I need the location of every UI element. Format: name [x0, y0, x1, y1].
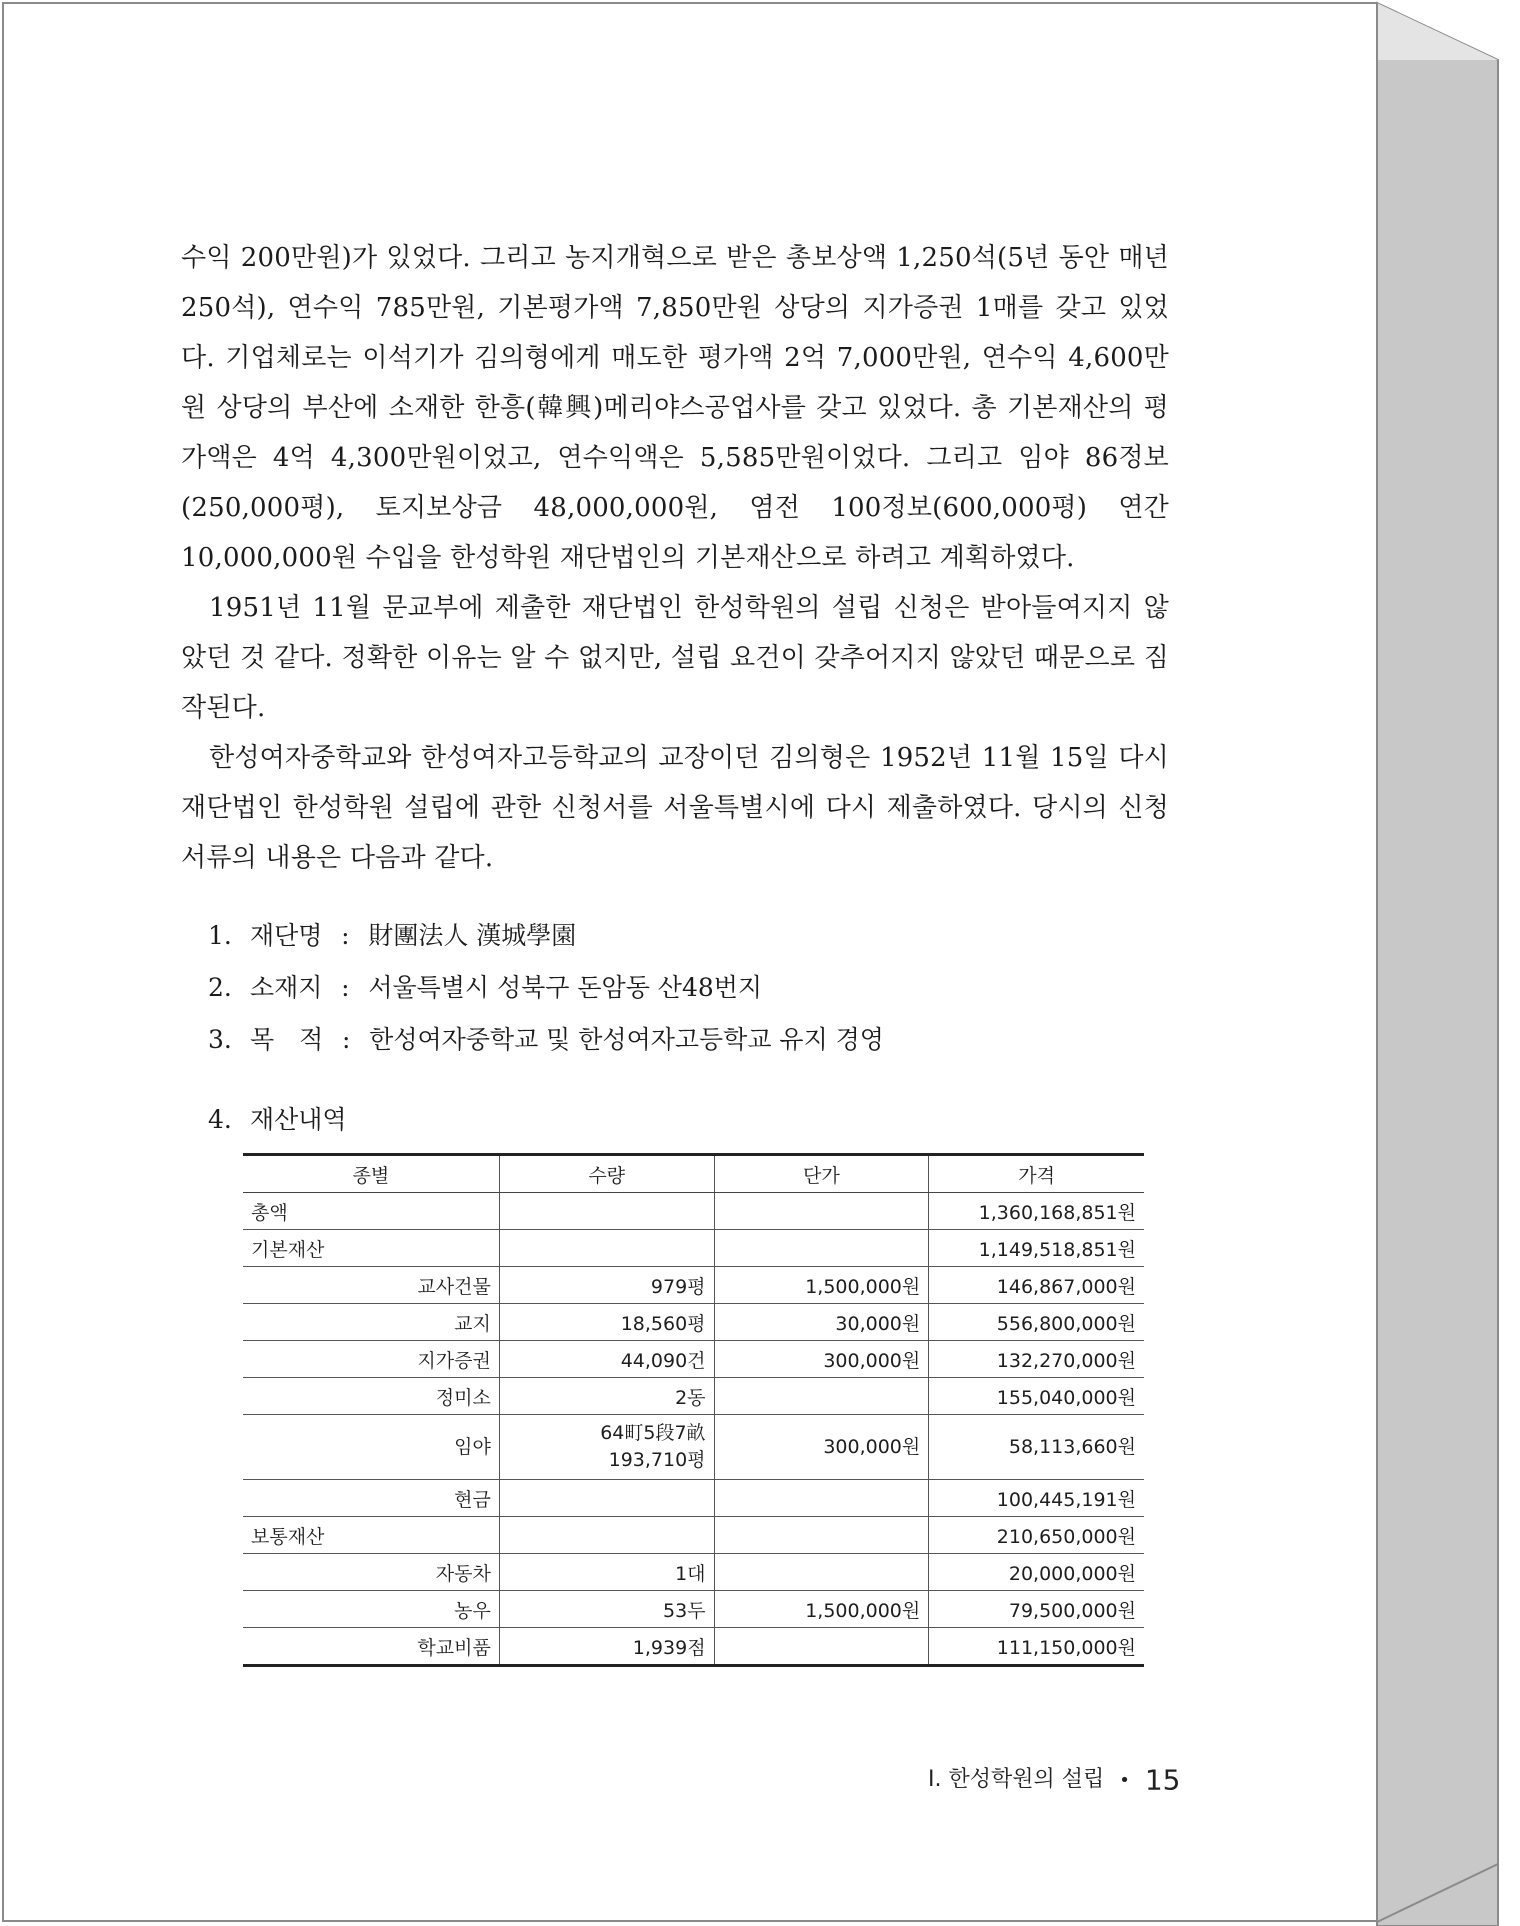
- header-category: 종별: [243, 1155, 499, 1193]
- cell-price: 210,650,000원: [929, 1517, 1144, 1554]
- cell-price: 1,149,518,851원: [929, 1230, 1144, 1267]
- cell-quantity: [499, 1230, 714, 1267]
- application-items: [208, 910, 1108, 1066]
- cell-price: 79,500,000원: [929, 1591, 1144, 1628]
- cell-quantity: 44,090건: [499, 1341, 714, 1378]
- asset-section-title: 4. 재산내역: [208, 1105, 347, 1134]
- cell-quantity: 2동: [499, 1378, 714, 1415]
- cell-unit-price: [714, 1554, 929, 1591]
- cell-price: 1,360,168,851원: [929, 1193, 1144, 1230]
- cell-price: 111,150,000원: [929, 1628, 1144, 1666]
- cell-price: 20,000,000원: [929, 1554, 1144, 1591]
- header-quantity: 수량: [499, 1155, 714, 1193]
- cell-category: 지가증권: [243, 1341, 499, 1378]
- cell-price: 146,867,000원: [929, 1267, 1144, 1304]
- cell-unit-price: [714, 1193, 929, 1230]
- page-number: 15: [1144, 1763, 1181, 1797]
- cell-category: 정미소: [243, 1378, 499, 1415]
- cell-unit-price: 300,000원: [714, 1341, 929, 1378]
- cell-category: 기본재산: [243, 1230, 499, 1267]
- cell-unit-price: 1,500,000원: [714, 1591, 929, 1628]
- table-header-row: [243, 1155, 1144, 1193]
- table-row: [243, 1378, 1144, 1415]
- cell-unit-price: [714, 1480, 929, 1517]
- table-row: [243, 1628, 1144, 1666]
- cell-price: 155,040,000원: [929, 1378, 1144, 1415]
- cell-quantity: [499, 1193, 714, 1230]
- cell-quantity: 53두: [499, 1591, 714, 1628]
- table-row: [243, 1267, 1144, 1304]
- cell-price: 132,270,000원: [929, 1341, 1144, 1378]
- list-item: 2. 소재지 : 서울특별시 성북구 돈암동 산48번지: [208, 973, 763, 1002]
- asset-table-body: [243, 1193, 1144, 1666]
- quantity-line-2: 193,710평: [608, 1449, 706, 1471]
- cell-price: 556,800,000원: [929, 1304, 1144, 1341]
- cell-quantity: [499, 1415, 714, 1480]
- cell-quantity: 18,560평: [499, 1304, 714, 1341]
- table-row: [243, 1230, 1144, 1267]
- cell-quantity: 1대: [499, 1554, 714, 1591]
- table-row: [243, 1517, 1144, 1554]
- header-price: 가격: [929, 1155, 1144, 1193]
- table-row: [243, 1591, 1144, 1628]
- page-footer: [928, 1762, 1181, 1797]
- list-item: 1. 재단명 : 財團法人 漢城學園: [208, 921, 577, 950]
- list-item: 3. 목 적 : 한성여자중학교 및 한성여자고등학교 유지 경영: [208, 1025, 884, 1054]
- footer-bullet: •: [1119, 1769, 1130, 1791]
- table-row: [243, 1480, 1144, 1517]
- cell-category: 교사건물: [243, 1267, 499, 1304]
- cell-category: 학교비품: [243, 1628, 499, 1666]
- cell-price: 58,113,660원: [929, 1415, 1144, 1480]
- cell-category: 임야: [243, 1415, 499, 1480]
- cell-category: 농우: [243, 1591, 499, 1628]
- table-row: [243, 1415, 1144, 1480]
- cell-quantity: 979평: [499, 1267, 714, 1304]
- cell-quantity: 1,939점: [499, 1628, 714, 1666]
- paragraph-2: 1951년 11월 문교부에 제출한 재단법인 한성학원의 설립 신청은 받아들여지지 않았던 것 같다. 정확한 이유는 알 수 없지만, 설립 요건이 갖추어지지 않았던 때문으로 짐작된다.: [181, 593, 1169, 723]
- cell-unit-price: [714, 1628, 929, 1666]
- cell-category: 총액: [243, 1193, 499, 1230]
- table-row: [243, 1193, 1144, 1230]
- cell-category: 자동차: [243, 1554, 499, 1591]
- table-row: [243, 1341, 1144, 1378]
- cell-category: 현금: [243, 1480, 499, 1517]
- paragraph-1: 수익 200만원)가 있었다. 그리고 농지개혁으로 받은 총보상액 1,250석(5년 동안 매년 250석), 연수익 785만원, 기본평가액 7,850만원 상당의 지가증권 1매를 갖고 있었다. 기업체로는 이석기가 김의형에게 매도한 평가액 2억 7,000만원, 연수익 4,600만원 상당의 부산에 소재한 한흥(韓興)메리야스공업사를 갖고 있었다. 총 기본재산의 평가액은 4억 4,300만원이었고, 연수익액은 5,585만원이었다. 그리고 임야 86정보(250,000평), 토지보상금 48,000,000원, 염전 100정보(600,000평) 연간 10,000,000원 수입을 한성학원 재단법인의 기본재산으로 하려고 계획하였다.: [181, 243, 1169, 573]
- asset-table: [243, 1153, 1144, 1667]
- body-text: [181, 233, 1169, 883]
- cell-unit-price: 30,000원: [714, 1304, 929, 1341]
- cell-quantity: [499, 1480, 714, 1517]
- cell-unit-price: 1,500,000원: [714, 1267, 929, 1304]
- cell-quantity: [499, 1517, 714, 1554]
- cell-category: 교지: [243, 1304, 499, 1341]
- paragraph-3: 한성여자중학교와 한성여자고등학교의 교장이던 김의형은 1952년 11월 15일 다시 재단법인 한성학원 설립에 관한 신청서를 서울특별시에 다시 제출하였다. 당시의 신청 서류의 내용은 다음과 같다.: [181, 743, 1169, 873]
- cell-category: 보통재산: [243, 1517, 499, 1554]
- cell-unit-price: 300,000원: [714, 1415, 929, 1480]
- cell-unit-price: [714, 1517, 929, 1554]
- cell-unit-price: [714, 1230, 929, 1267]
- header-unit-price: 단가: [714, 1155, 929, 1193]
- table-row: [243, 1554, 1144, 1591]
- cell-price: 100,445,191원: [929, 1480, 1144, 1517]
- quantity-line-1: 64町5段7畝: [600, 1422, 706, 1444]
- chapter-title: Ⅰ. 한성학원의 설립: [928, 1767, 1105, 1792]
- table-row: [243, 1304, 1144, 1341]
- cell-unit-price: [714, 1378, 929, 1415]
